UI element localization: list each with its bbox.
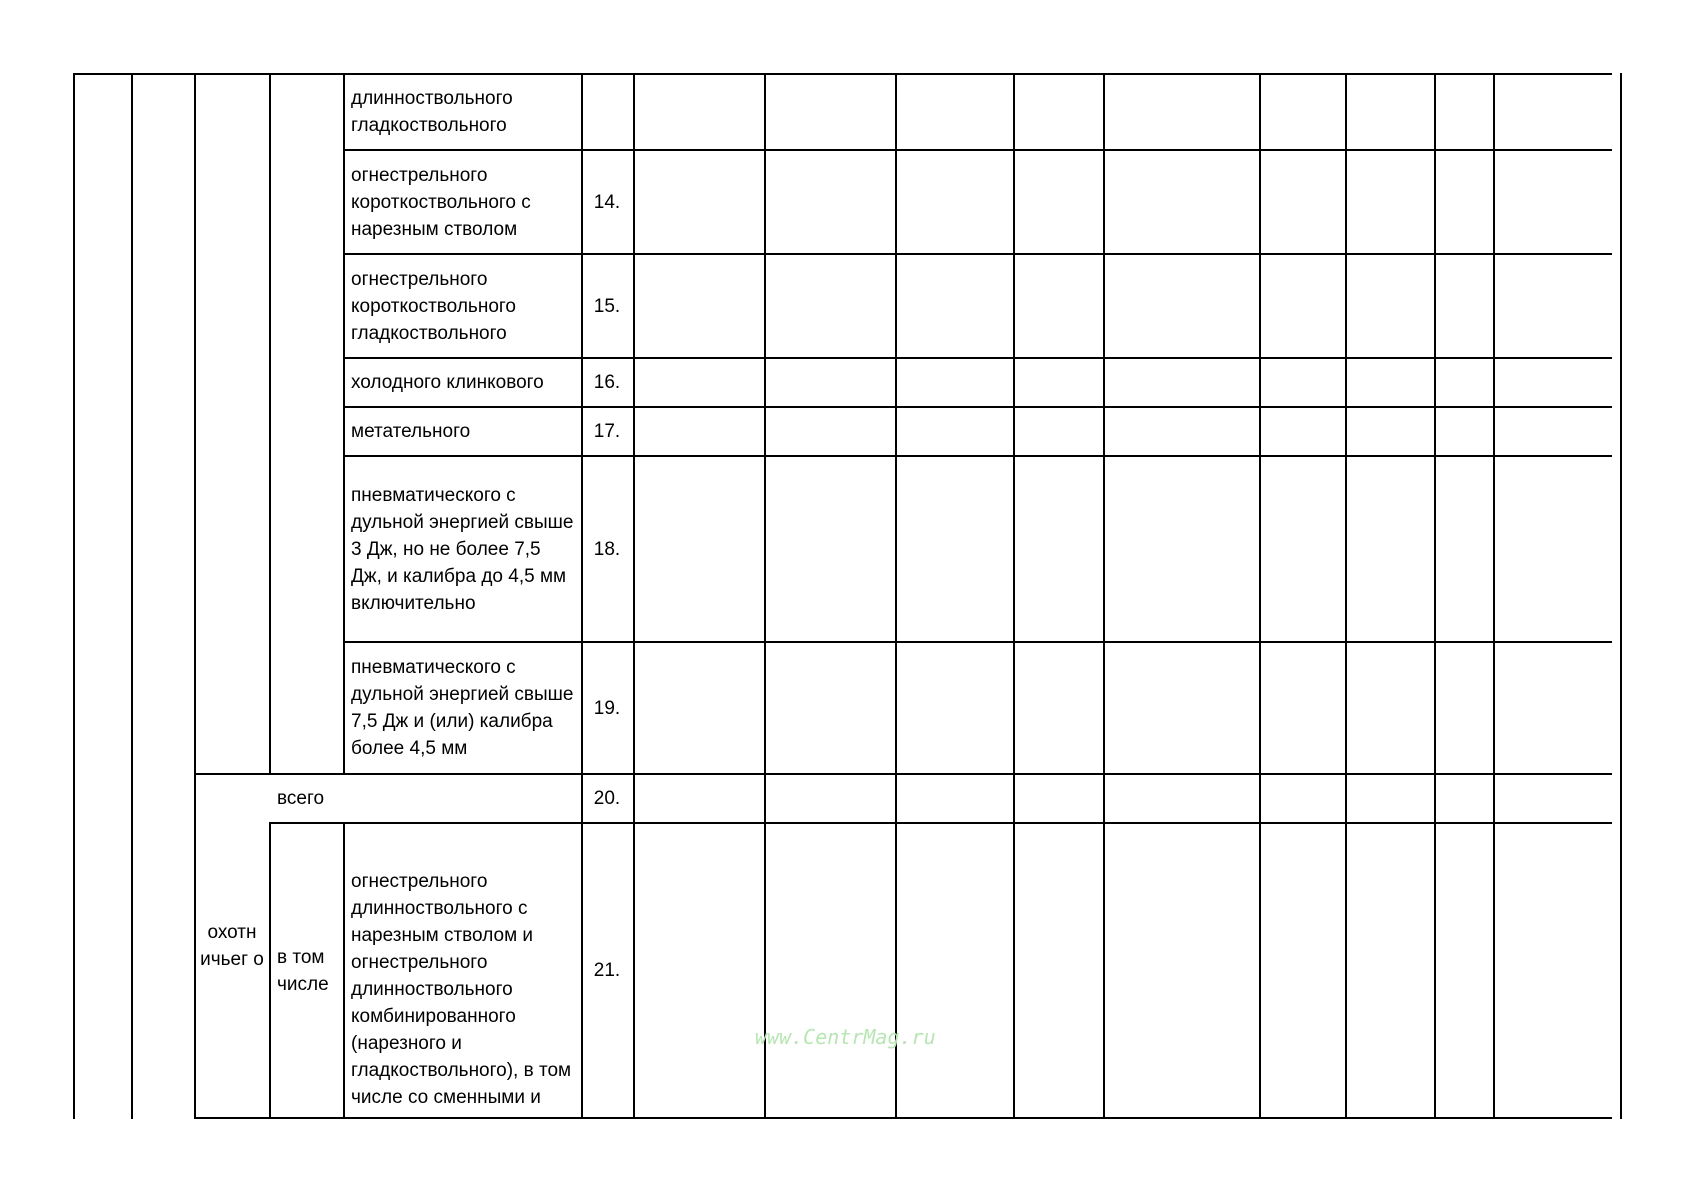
column-divider xyxy=(1493,73,1495,1119)
column-divider xyxy=(73,73,75,1119)
column-divider xyxy=(1345,73,1347,1119)
column-divider xyxy=(269,822,271,1119)
group-label: охотн ичьег о xyxy=(200,922,264,970)
column-divider xyxy=(269,73,271,775)
row-number: 15. xyxy=(593,295,621,317)
row-description: пневматического с дульной энергией свыше 7,5 Дж и (или) калибра более 4,5 мм xyxy=(351,657,574,759)
row-number: 14. xyxy=(593,191,621,213)
table-right-border xyxy=(1620,73,1622,1119)
total-label: всего xyxy=(277,788,325,809)
row-description: огнестрельного длинноствольного с нарезным стволом и огнестрельного длинноствольного комбинированного (нарезного и гладкоствольного), в том числе со сменными и xyxy=(351,871,572,1108)
column-divider xyxy=(1259,73,1261,1119)
row-description: огнестрельного короткоствольного с нарезным стволом xyxy=(351,164,531,240)
row-number: 18. xyxy=(593,538,621,560)
column-divider xyxy=(764,73,766,1119)
row-number: 17. xyxy=(593,421,621,442)
watermark: www.CentrMag.ru xyxy=(755,1025,936,1049)
row-number: 16. xyxy=(593,372,621,393)
table-bottom-border xyxy=(194,1117,1612,1119)
row-number: 19. xyxy=(593,697,621,719)
table-top-border xyxy=(73,73,1612,75)
column-divider xyxy=(895,73,897,1119)
row-description: метательного xyxy=(351,421,471,442)
row-description: огнестрельного короткоствольного гладкоствольного xyxy=(351,268,516,344)
column-divider xyxy=(131,73,133,1119)
row-number xyxy=(583,75,631,149)
row-number: 20. xyxy=(593,788,621,809)
column-divider xyxy=(194,73,196,1119)
column-divider xyxy=(1434,73,1436,1119)
row-description: пневматического с дульной энергией свыше 3 Дж, но не более 7,5 Дж, и калибра до 4,5 мм включительно xyxy=(351,484,574,614)
column-divider xyxy=(1103,73,1105,1119)
column-divider xyxy=(343,73,345,775)
column-divider xyxy=(633,73,635,1119)
column-divider xyxy=(343,822,345,1119)
row-number: 21. xyxy=(593,960,621,981)
row-description: холодного клинкового xyxy=(351,372,544,393)
column-divider xyxy=(1013,73,1015,1119)
row-description: длинноствольного гладкоствольного xyxy=(351,88,513,136)
subgroup-label: в том числе xyxy=(277,946,329,995)
